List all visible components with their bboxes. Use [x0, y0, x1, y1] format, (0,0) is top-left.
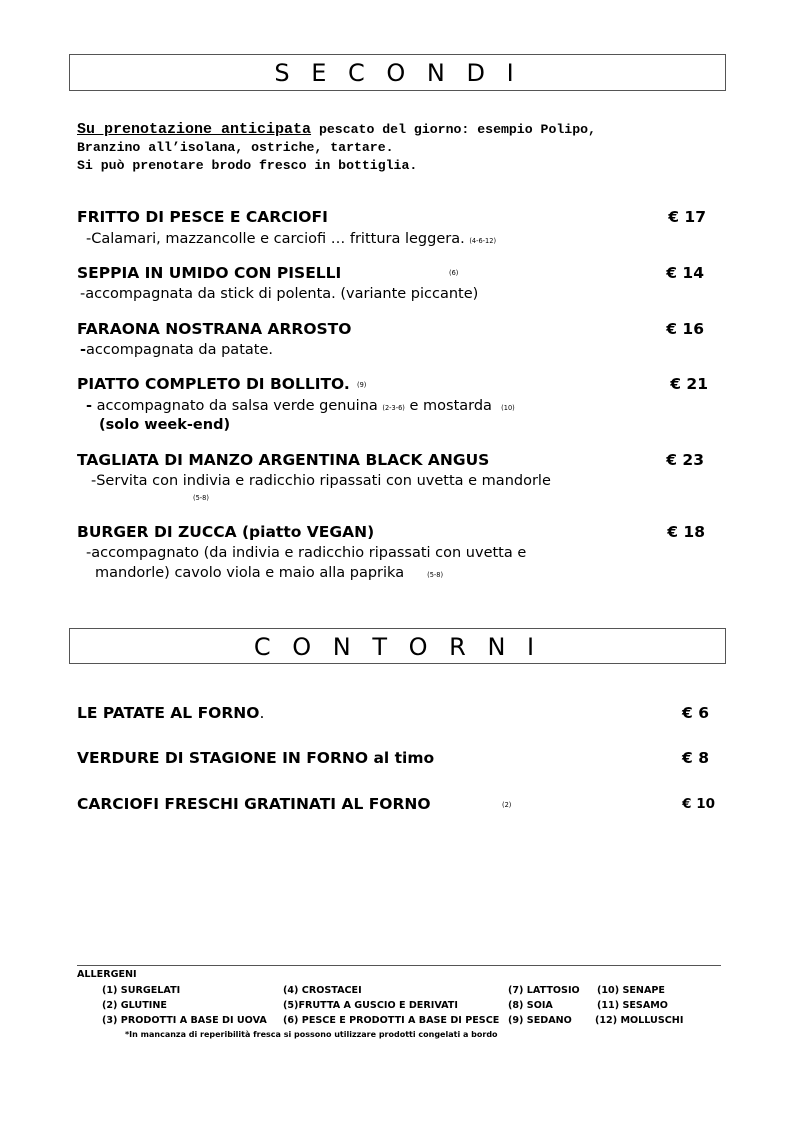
- allergen-codes: (4-6-12): [469, 237, 497, 245]
- dish-name: FARAONA NOSTRANA ARROSTO: [77, 320, 352, 338]
- intro-line-2: Branzino all’isolana, ostriche, tartare.: [77, 140, 394, 155]
- allergen-codes: (2-3-6): [382, 404, 405, 412]
- allergen-item: (1) SURGELATI: [102, 985, 181, 996]
- dish-desc-dash: -: [80, 342, 87, 358]
- dish-price: € 21: [670, 375, 708, 393]
- side-dish-price: € 10: [682, 796, 715, 812]
- dish-name: PIATTO COMPLETO DI BOLLITO.: [77, 375, 350, 393]
- dish-desc-text: -Calamari, mazzancolle e carciofi … frittura leggera.: [86, 231, 465, 247]
- dish-price: € 16: [666, 320, 704, 338]
- intro-line-1: [77, 121, 596, 138]
- secondi-title: S E C O N D I: [69, 54, 726, 91]
- side-dish-price: € 6: [682, 704, 709, 722]
- dish-price: € 14: [666, 264, 704, 282]
- allergen-item: (4) CROSTACEI: [283, 985, 362, 996]
- dish-desc-dash: -: [86, 398, 93, 414]
- allergen-item: (7) LATTOSIO: [508, 985, 580, 996]
- allergen-item: (3) PRODOTTI A BASE DI UOVA: [102, 1015, 267, 1026]
- dish-description: -accompagnata da stick di polenta. (variante piccante): [80, 286, 479, 302]
- dish-description-2: [95, 565, 443, 581]
- allergen-item: (2) GLUTINE: [102, 1000, 167, 1011]
- allergen-codes: (9): [357, 381, 367, 389]
- dish-name: BURGER DI ZUCCA (piatto VEGAN): [77, 523, 375, 541]
- side-dish-suffix: al timo: [368, 749, 435, 767]
- dish-price: € 23: [666, 451, 704, 469]
- side-dish-label: LE PATATE AL FORNO: [77, 704, 260, 722]
- dish-description: [86, 231, 496, 247]
- allergen-item: (11) SESAMO: [597, 1000, 668, 1011]
- allergen-item: (5)FRUTTA A GUSCIO E DERIVATI: [283, 1000, 458, 1011]
- side-dish-name: [77, 749, 434, 767]
- dish-price: € 17: [668, 208, 706, 226]
- intro-line-3: Si può prenotare brodo fresco in bottiglia.: [77, 158, 418, 173]
- allergen-codes: (5-8): [193, 494, 209, 502]
- allergen-item: (10) SENAPE: [597, 985, 665, 996]
- allergen-codes: (10): [501, 404, 515, 412]
- allergen-item: (9) SEDANO: [508, 1015, 572, 1026]
- dish-description: -accompagnato (da indivia e radicchio ripassati con uvetta e: [86, 545, 527, 561]
- dish-desc-text: mandorle) cavolo viola e maio alla paprika: [95, 565, 405, 581]
- side-dish-name: CARCIOFI FRESCHI GRATINATI AL FORNO: [77, 795, 431, 813]
- intro-underlined: Su prenotazione anticipata: [77, 121, 312, 138]
- dish-description: -Servita con indivia e radicchio ripassati con uvetta e mandorle: [91, 473, 551, 489]
- allergens-divider: [77, 965, 721, 966]
- allergen-codes: (2): [502, 801, 512, 809]
- side-dish-label: VERDURE DI STAGIONE IN FORNO: [77, 749, 369, 767]
- allergen-codes: (6): [449, 269, 459, 277]
- dish-desc-text: accompagnato da salsa verde genuina: [92, 398, 378, 414]
- dish-description: [80, 342, 273, 358]
- dish-name: TAGLIATA DI MANZO ARGENTINA BLACK ANGUS: [77, 451, 490, 469]
- allergen-item: (6) PESCE E PRODOTTI A BASE DI PESCE: [283, 1015, 500, 1026]
- dish-price: € 18: [667, 523, 705, 541]
- side-dish-price: € 8: [682, 749, 709, 767]
- dish-description: [86, 398, 515, 414]
- side-dish-name: [77, 704, 264, 722]
- intro-line1-rest: pescato del giorno: esempio Polipo,: [311, 122, 596, 137]
- dish-desc-text: accompagnata da patate.: [86, 342, 273, 358]
- allergens-title: ALLERGENI: [77, 969, 137, 980]
- dish-note: (solo week-end): [99, 417, 231, 433]
- dish-desc-text-2: e mostarda: [404, 398, 492, 414]
- allergen-item: (12) MOLLUSCHI: [595, 1015, 684, 1026]
- allergen-item: (8) SOIA: [508, 1000, 553, 1011]
- dish-name: FRITTO DI PESCE E CARCIOFI: [77, 208, 328, 226]
- allergens-note: *In mancanza di reperibilità fresca si possono utilizzare prodotti congelati a bordo: [125, 1030, 498, 1039]
- dish-name: SEPPIA IN UMIDO CON PISELLI: [77, 264, 342, 282]
- side-dish-suffix: .: [259, 704, 265, 722]
- contorni-title: C O N T O R N I: [69, 628, 726, 664]
- allergen-codes: (5-8): [427, 571, 444, 579]
